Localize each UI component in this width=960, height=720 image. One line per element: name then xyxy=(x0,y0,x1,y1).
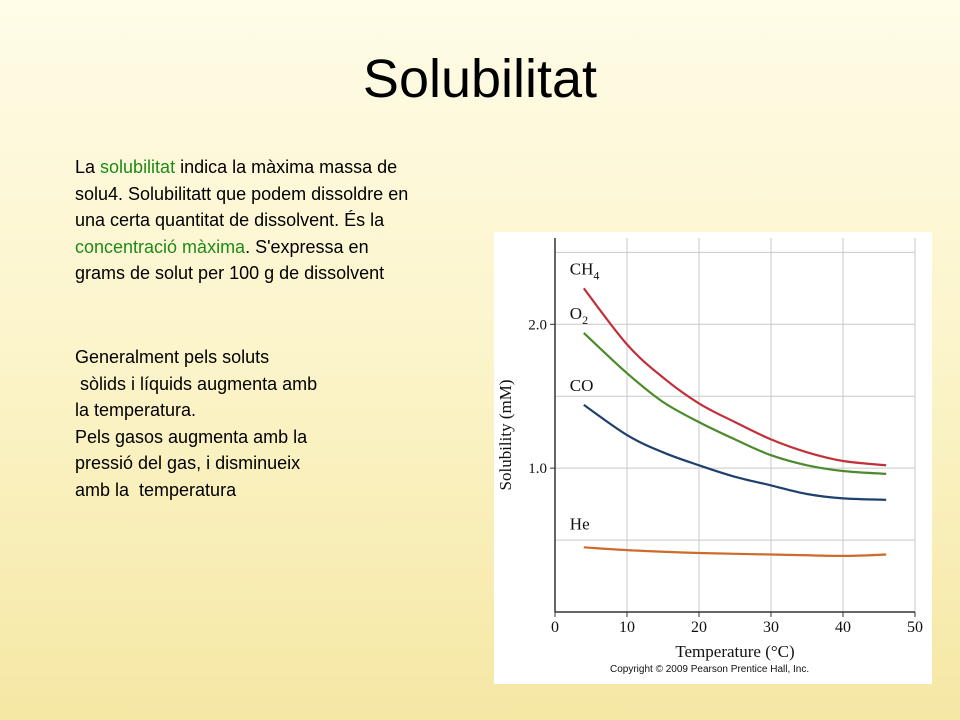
axes xyxy=(550,238,915,617)
para2-line-5: pressió del gas, i disminueix xyxy=(75,453,301,473)
x-tick-label: 0 xyxy=(551,619,559,636)
solubilitat-term: solubilitat xyxy=(100,157,176,177)
solubility-chart-svg xyxy=(494,232,932,684)
para2-line-2: sòlids i líquids augmenta amb xyxy=(75,373,318,394)
temperature-paragraph xyxy=(75,344,420,503)
tick-labels xyxy=(528,317,923,636)
x-axis-label: Temperature (°C) xyxy=(675,642,795,661)
definition-paragraph xyxy=(75,154,525,287)
para2-line-4: Pels gasos augmenta amb la xyxy=(75,426,308,447)
x-tick-label: 50 xyxy=(907,619,923,636)
x-tick-label: 40 xyxy=(835,619,851,636)
solubility-chart xyxy=(494,232,932,684)
series-lines xyxy=(584,288,886,556)
para1-line-4 xyxy=(75,234,525,261)
para2-line-3: la temperatura. xyxy=(75,400,197,420)
x-tick-label: 30 xyxy=(763,619,779,636)
para1-line-3: una certa quantitat de dissolvent. És la xyxy=(75,210,385,230)
para1-line-5: grams de solut per 100 g de dissolvent xyxy=(75,263,385,283)
x-tick-label: 20 xyxy=(691,619,707,636)
x-tick-label: 10 xyxy=(619,619,635,636)
y-tick-label: 2.0 xyxy=(528,317,547,334)
concentracio-term: concentració màxima xyxy=(75,236,246,257)
series-line-o2 xyxy=(584,333,886,474)
para1-text: La xyxy=(75,157,101,177)
y-tick-label: 1.0 xyxy=(528,461,547,478)
para2-line-1: Generalment pels soluts xyxy=(75,347,270,367)
slide-title: Solubilitat xyxy=(362,49,598,109)
para1-text: . S'expressa en xyxy=(245,236,369,257)
series-line-co xyxy=(584,405,886,500)
series-label-co: CO xyxy=(569,375,594,395)
para1-line-2: solu4. Solubilitatt que podem dissoldre en xyxy=(75,183,409,204)
copyright-notice: Copyright © 2009 Pearson Prentice Hall, Inc. xyxy=(610,664,810,675)
para1-text: indica la màxima massa de xyxy=(175,157,398,177)
series-label-o2: $O_2$ xyxy=(569,303,589,327)
para2-line-6: amb la temperatura xyxy=(75,479,237,500)
series-line-he xyxy=(584,547,886,556)
y-axis-label: Solubility (mM) xyxy=(496,379,515,491)
series-label-he: He xyxy=(569,514,590,534)
para1-line-1 xyxy=(75,154,525,181)
series-label-ch4: $CH_4$ xyxy=(569,259,600,283)
